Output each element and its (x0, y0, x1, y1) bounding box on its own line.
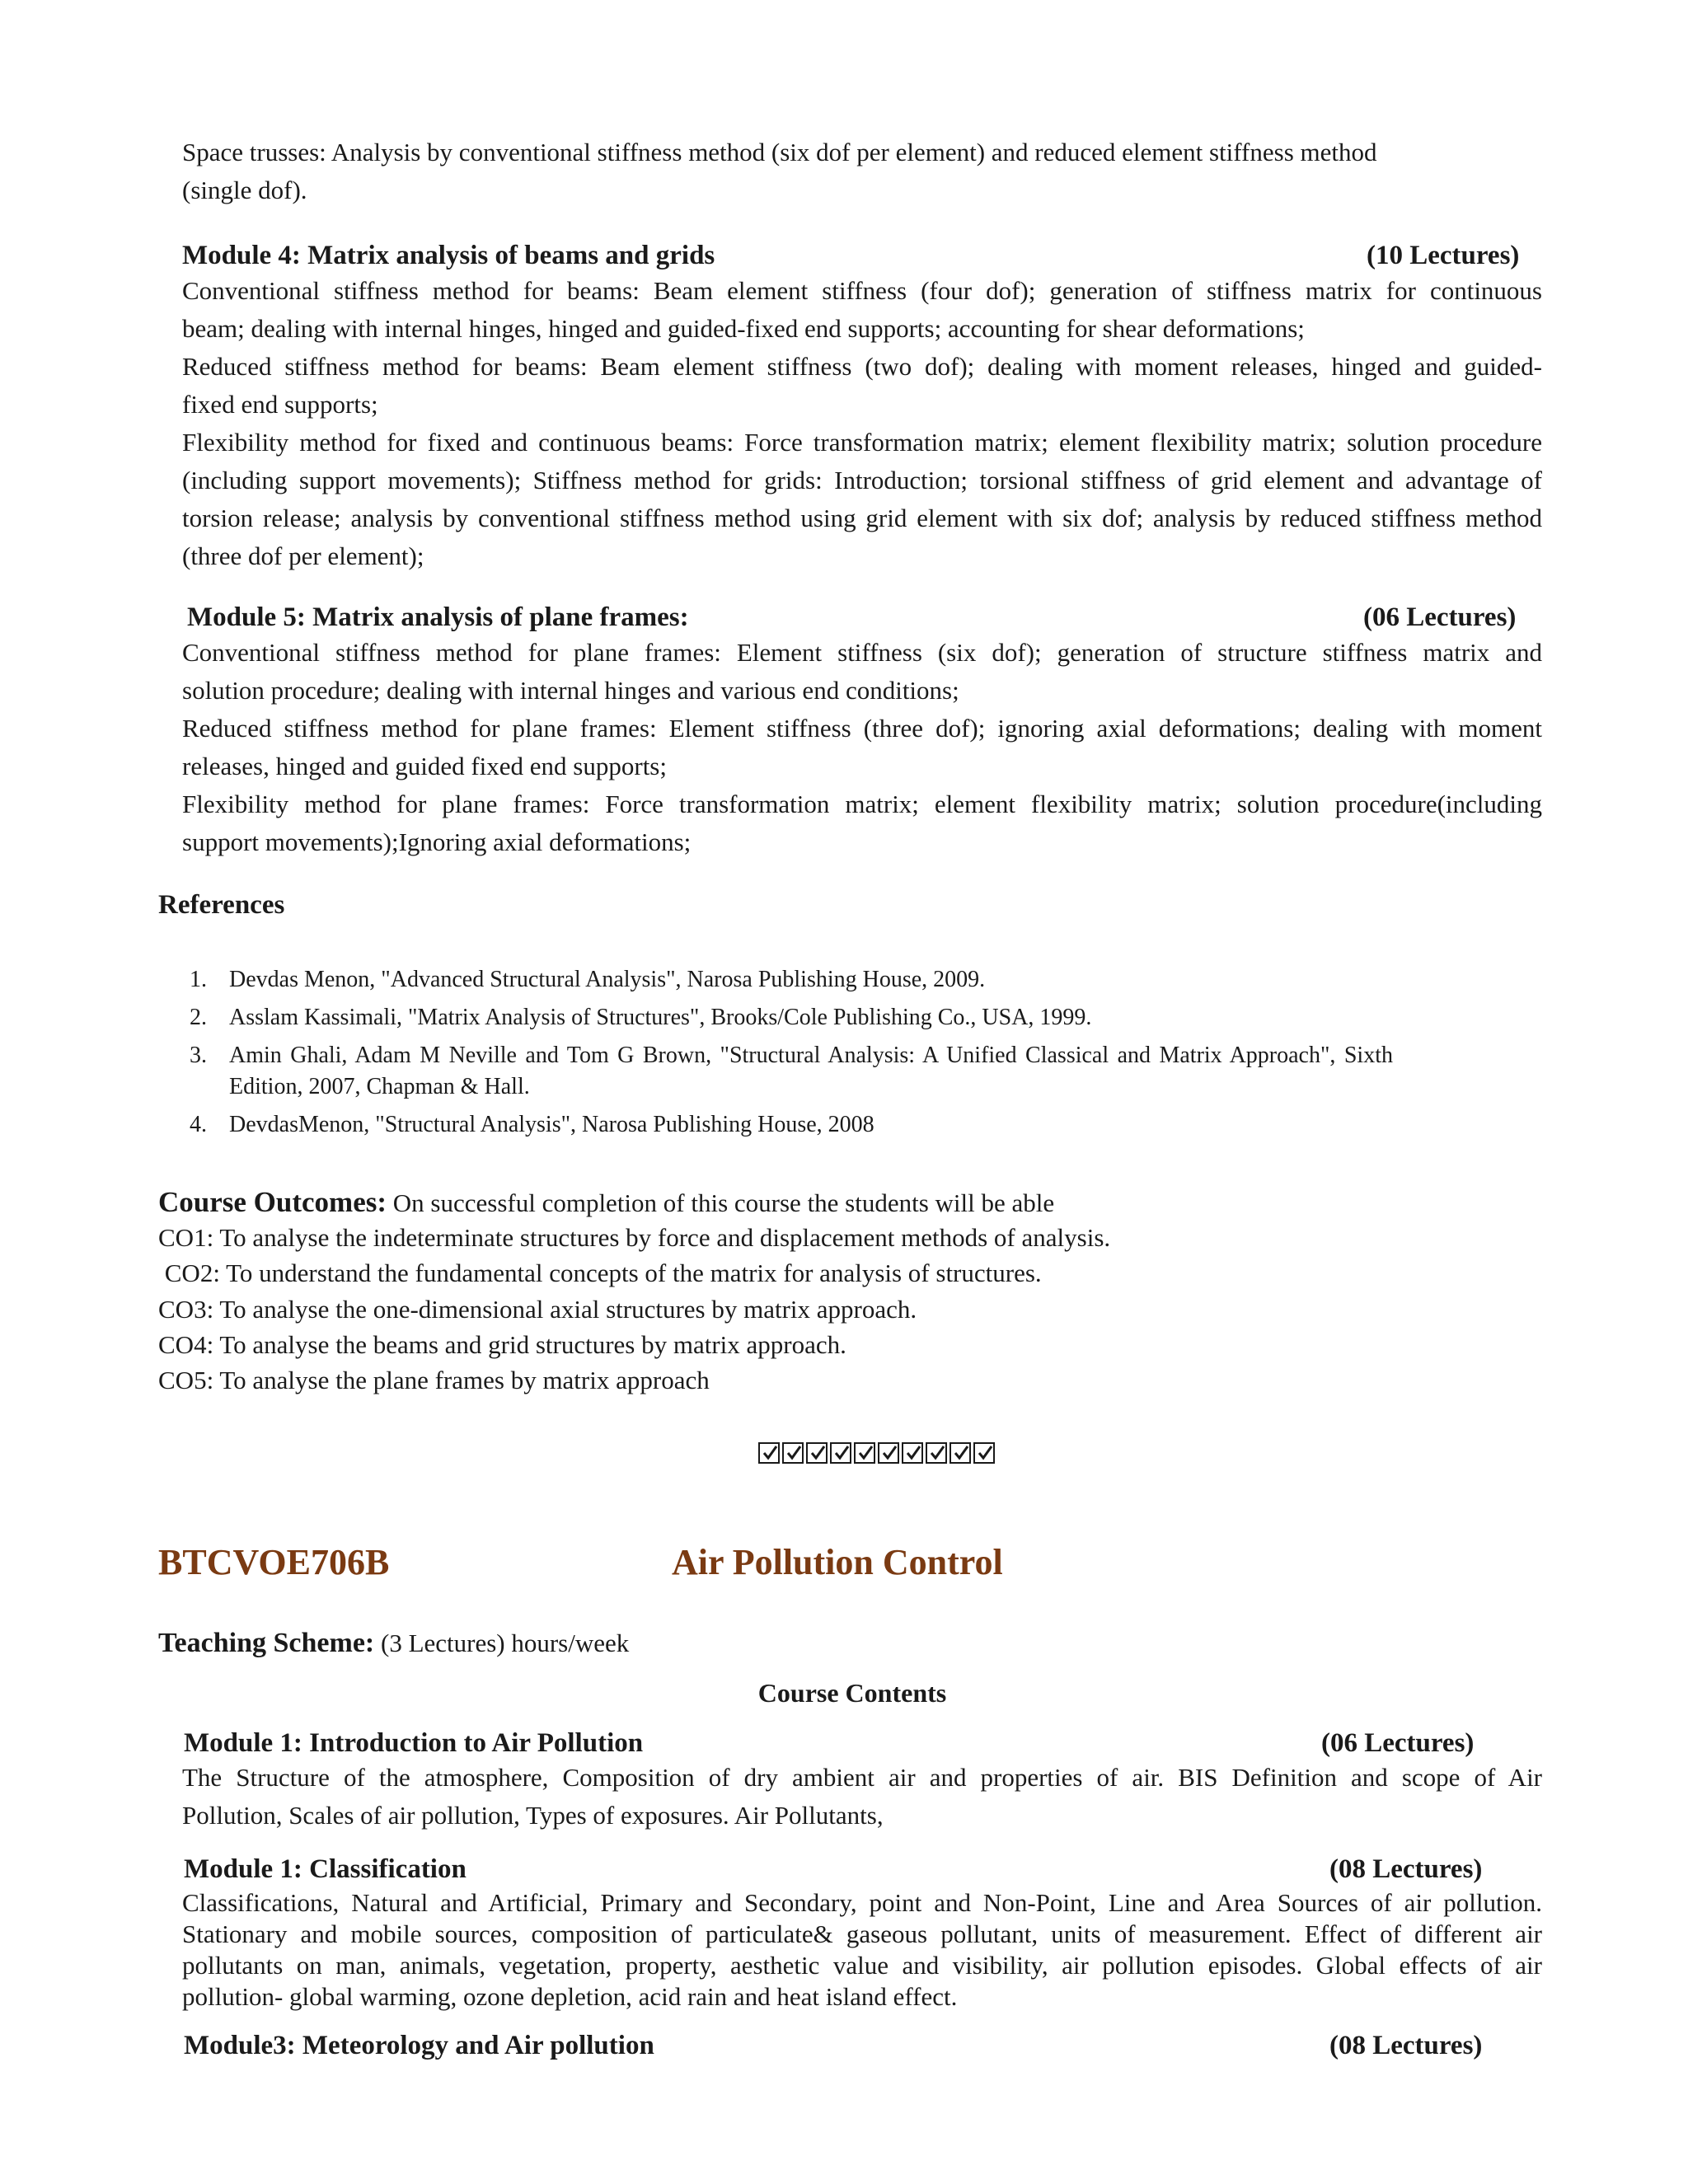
course-name: Air Pollution Control (672, 1542, 1003, 1582)
reference-item: 3. Amin Ghali, Adam M Neville and Tom G Brown, "Structural Analysis: A Unified Classical and Matrix Approach", Sixth Edition, 2007, Chapman & Hall. (190, 1043, 1393, 1099)
course-outcome-item: CO3: To analyse the one-dimensional axial structures by matrix approach. (158, 1295, 917, 1324)
air-module1-title: Module 1: Introduction to Air Pollution (184, 1728, 644, 1758)
module4-line: torsion release; analysis by conventional stiffness method using grid element with six dof; analysis by reduced stiffness method (182, 504, 1542, 532)
reference-item: 1. Devdas Menon, "Advanced Structural Analysis", Narosa Publishing House, 2009. (190, 967, 986, 992)
air-module3-heading (184, 2027, 1545, 2064)
references-list (190, 964, 1393, 1141)
module5-line: Flexibility method for plane frames: Force transformation matrix; element flexibility matrix; solution procedure(including (182, 790, 1542, 818)
section-separator (758, 1442, 995, 1469)
module4-line: Conventional stiffness method for beams: Beam element stiffness (four dof); generation of stiffness matrix for continuous (182, 276, 1542, 305)
module5-line: Conventional stiffness method for plane frames: Element stiffness (six dof); generation of structure stiffness matrix and (182, 638, 1542, 667)
checkbox-checked-icon (902, 1442, 923, 1464)
air-module1-body (182, 1759, 1542, 1835)
module4-title: Module 4: Matrix analysis of beams and grids (182, 241, 715, 270)
intro-line: Space trusses: Analysis by conventional stiffness method (six dof per element) and reduced element stiffness method (182, 138, 1377, 166)
module5-heading (187, 599, 1549, 635)
course-outcome-item: CO4: To analyse the beams and grid structures by matrix approach. (158, 1330, 846, 1359)
reference-item: 2. Asslam Kassimali, "Matrix Analysis of Structures", Brooks/Cole Publishing Co., USA, 1999. (190, 1005, 1092, 1030)
checkbox-checked-icon (950, 1442, 971, 1464)
module5-body (182, 634, 1542, 861)
course-outcomes-intro (158, 1184, 1054, 1221)
module5-line: releases, hinged and guided fixed end supports; (182, 752, 667, 780)
reference-item: 4. DevdasMenon, "Structural Analysis", Narosa Publishing House, 2008 (190, 1112, 874, 1137)
air-module2-lectures: (08 Lectures) (1329, 1854, 1483, 1884)
checkbox-checked-icon (782, 1442, 804, 1464)
air-module3-lectures: (08 Lectures) (1329, 2031, 1483, 2060)
air-module2-line: Classifications, Natural and Artificial, Primary and Secondary, point and Non-Point, Line and Area Sources of air pollution. (182, 1888, 1542, 1917)
module5-line: support movements);Ignoring axial deformations; (182, 827, 692, 856)
course-outcomes-label: Course Outcomes: (158, 1186, 387, 1218)
module4-body (182, 272, 1542, 575)
checkbox-checked-icon (854, 1442, 875, 1464)
teaching-scheme-label: Teaching Scheme: (158, 1628, 375, 1658)
module4-line: Flexibility method for fixed and continuous beams: Force transformation matrix; element flexibility matrix; solution procedure (182, 428, 1542, 457)
references-heading: References (158, 890, 285, 920)
course-code: BTCVOE706B (158, 1542, 390, 1582)
air-module1-line: The Structure of the atmosphere, Composition of dry ambient air and properties of air. BIS Definition and scope of Air (182, 1763, 1542, 1792)
air-module2-body (182, 1887, 1542, 2013)
intro-paragraph (182, 134, 1542, 209)
checkbox-checked-icon (830, 1442, 851, 1464)
teaching-scheme-value: (3 Lectures) hours/week (374, 1629, 630, 1657)
course-outcomes-text: On successful completion of this course the students will be able (387, 1188, 1055, 1217)
module5-line: solution procedure; dealing with internal hinges and various end conditions; (182, 676, 959, 705)
course-outcome-item: CO1: To analyse the indeterminate structures by force and displacement methods of analysis. (158, 1223, 1111, 1252)
module4-line: (three dof per element); (182, 541, 424, 570)
air-module2-line: pollution- global warming, ozone depletion, acid rain and heat island effect. (182, 1982, 958, 2011)
air-module1-lectures: (06 Lectures) (1321, 1728, 1475, 1758)
course-outcome-item: CO2: To understand the fundamental concepts of the matrix for analysis of structures. (158, 1258, 1042, 1287)
air-module2-title: Module 1: Classification (184, 1854, 467, 1884)
module4-lectures: (10 Lectures) (1367, 241, 1520, 270)
module4-line: Reduced stiffness method for beams: Beam element stiffness (two dof); dealing with moment releases, hinged and guided- (182, 352, 1542, 381)
module5-line: Reduced stiffness method for plane frames: Element stiffness (three dof); ignoring axial deformations; dealing with moment (182, 714, 1542, 743)
module4-heading (182, 237, 1544, 274)
course-contents-heading: Course Contents (757, 1678, 947, 1708)
air-module2-heading (184, 1851, 1545, 1887)
checkbox-checked-icon (878, 1442, 899, 1464)
checkbox-checked-icon (926, 1442, 947, 1464)
module5-lectures: (06 Lectures) (1363, 602, 1517, 632)
air-module1-heading (184, 1725, 1545, 1761)
module4-line: fixed end supports; (182, 390, 378, 419)
module4-line: (including support movements); Stiffness method for grids: Introduction; torsional stiffness of grid element and advantage of (182, 466, 1542, 494)
teaching-scheme (158, 1625, 629, 1661)
module5-title: Module 5: Matrix analysis of plane frames: (187, 602, 689, 632)
checkbox-checked-icon (806, 1442, 828, 1464)
course-outcome-item: CO5: To analyse the plane frames by matrix approach (158, 1366, 710, 1394)
air-module2-line: Stationary and mobile sources, composition of particulate& gaseous pollutant, units of measurement. Effect of different air (182, 1919, 1542, 1948)
air-module2-line: pollutants on man, animals, vegetation, property, aesthetic value and visibility, air pollution episodes. Global effects of air (182, 1951, 1542, 1980)
checkbox-checked-icon (973, 1442, 995, 1464)
air-module1-line: Pollution, Scales of air pollution, Types of exposures. Air Pollutants, (182, 1801, 884, 1830)
air-module3-title: Module3: Meteorology and Air pollution (184, 2031, 654, 2060)
intro-line: (single dof). (182, 176, 307, 204)
checkbox-checked-icon (758, 1442, 780, 1464)
module4-line: beam; dealing with internal hinges, hinged and guided-fixed end supports; accounting for shear deformations; (182, 314, 1305, 343)
